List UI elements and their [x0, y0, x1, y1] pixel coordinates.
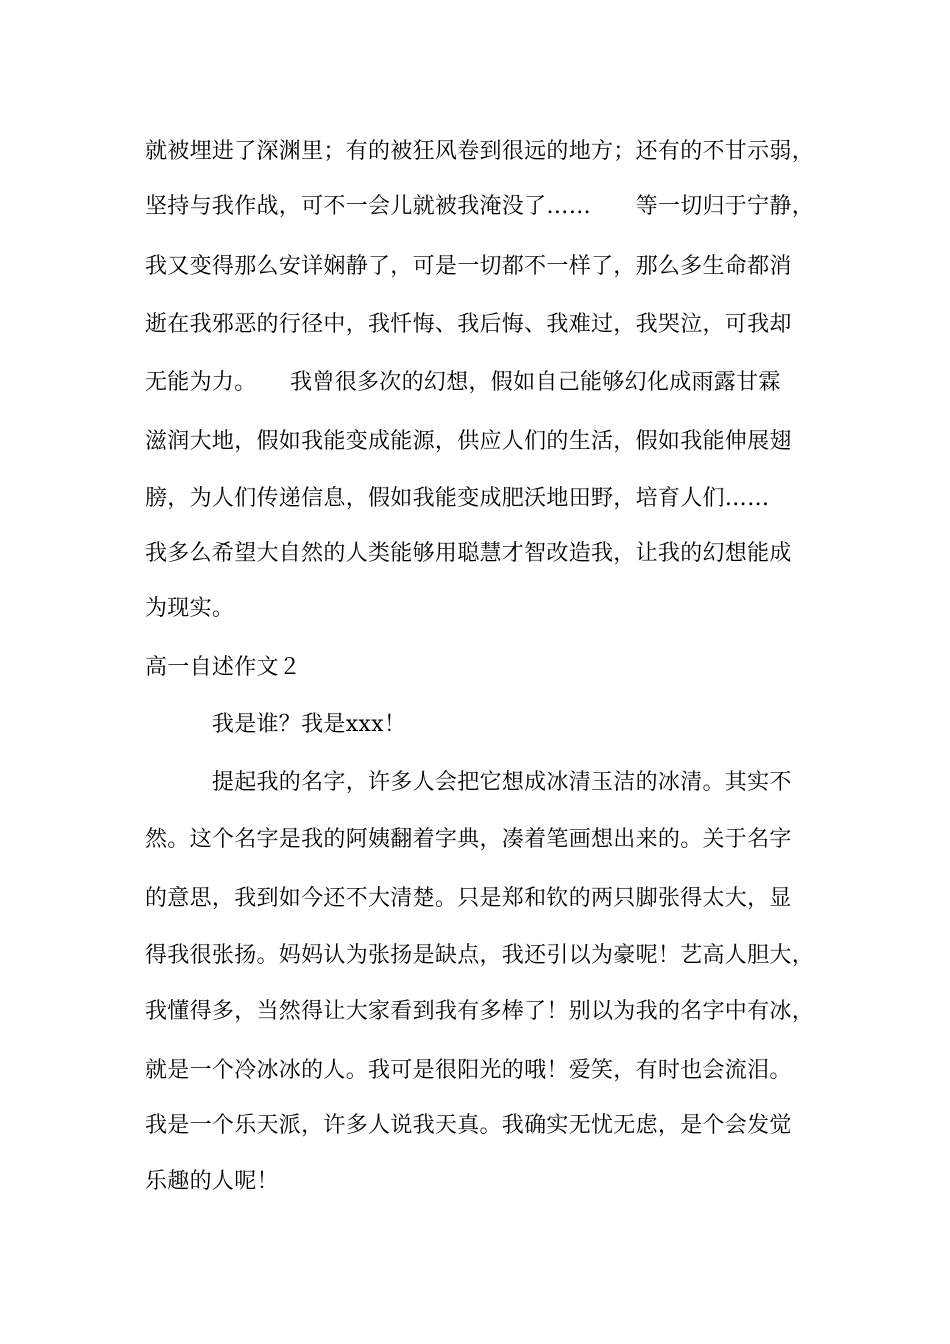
text-line: 为现实。 — [145, 596, 235, 621]
text-line: 坚持与我作战，可不一会儿就被我淹没了…… 等一切归于宁静， — [145, 194, 815, 219]
text-line: 提起我的名字，许多人会把它想成冰清玉洁的冰清。其实不 — [145, 770, 792, 795]
section-heading: 高一自述作文２ — [145, 655, 302, 680]
text-line: 逝在我邪恶的行径中，我忏悔、我后悔、我难过，我哭泣，可我却 — [145, 312, 792, 337]
text-line: 我又变得那么安详娴静了，可是一切都不一样了，那么多生命都消 — [145, 254, 792, 279]
text-line: 乐趣的人呢！ — [145, 1169, 279, 1194]
text-line: 就是一个冷冰冰的人。我可是很阳光的哦！爱笑，有时也会流泪。 — [145, 1058, 792, 1083]
text-line: 无能为力。 我曾很多次的幻想，假如自己能够幻化成雨露甘霖 — [145, 370, 781, 395]
text-line: 然。这个名字是我的阿姨翻着字典，凑着笔画想出来的。关于名字 — [145, 827, 792, 852]
text-line: 我是谁？我是xxx！ — [145, 712, 407, 737]
text-line: 得我很张扬。妈妈认为张扬是缺点，我还引以为豪呢！艺高人胆大， — [145, 943, 815, 968]
text-line: 我多么希望大自然的人类能够用聪慧才智改造我，让我的幻想能成 — [145, 541, 792, 566]
text-line: 的意思，我到如今还不大清楚。只是郑和钦的两只脚张得太大，显 — [145, 886, 792, 911]
text-line: 就被埋进了深渊里；有的被狂风卷到很远的地方；还有的不甘示弱， — [145, 139, 815, 164]
text-line: 滋润大地，假如我能变成能源，供应人们的生活，假如我能伸展翅 — [145, 429, 792, 454]
text-line: 我是一个乐天派，许多人说我天真。我确实无忧无虑，是个会发觉 — [145, 1113, 792, 1138]
text-line: 我懂得多，当然得让大家看到我有多棒了！别以为我的名字中有冰， — [145, 999, 815, 1024]
text-line: 膀，为人们传递信息，假如我能变成肥沃地田野，培育人们…… — [145, 486, 770, 511]
